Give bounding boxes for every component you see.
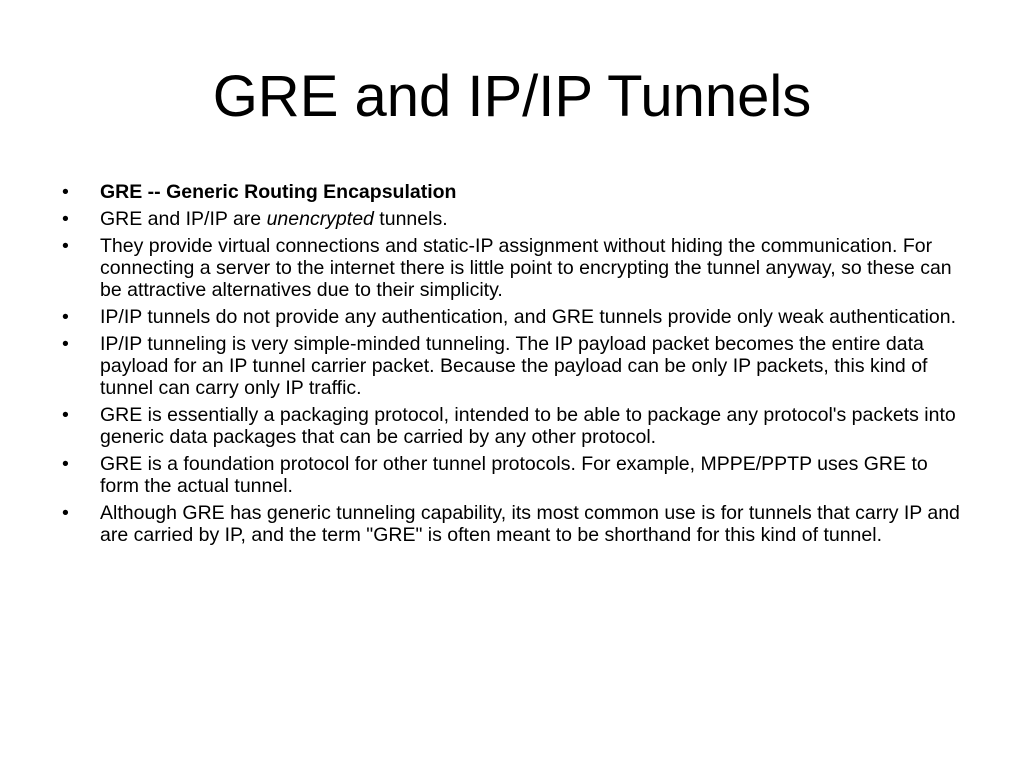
bullet-text: Although GRE has generic tunneling capability, its most common use is for tunnels that carry IP and are carried by IP, and the term "GRE" is often meant to be shorthand for this kind of tunnel. xyxy=(100,502,960,546)
bullet-text-suffix: tunnels. xyxy=(373,208,448,230)
bullet-list xyxy=(62,181,962,551)
bullet-glyph: • xyxy=(62,235,69,257)
bullet-item xyxy=(62,235,962,301)
bullet-glyph: • xyxy=(62,181,69,203)
bullet-text: IP/IP tunneling is very simple-minded tunneling. The IP payload packet becomes the entire data payload for an IP tunnel carrier packet. Because the payload can be only IP packets, this kind of tunnel can carry only IP traffic. xyxy=(100,333,928,399)
bullet-glyph: • xyxy=(62,306,69,328)
bullet-item xyxy=(62,181,962,203)
bullet-text-emphasis: unencrypted xyxy=(266,208,374,230)
bullet-text: GRE is essentially a packaging protocol, intended to be able to package any protocol's packets into generic data packages that can be carried by any other protocol. xyxy=(100,404,956,448)
bullet-glyph: • xyxy=(62,502,69,524)
bullet-text-prefix: GRE and IP/IP are xyxy=(100,208,267,230)
bullet-item xyxy=(62,502,962,546)
bullet-glyph: • xyxy=(62,404,69,426)
bullet-glyph: • xyxy=(62,453,69,475)
bullet-text: IP/IP tunnels do not provide any authentication, and GRE tunnels provide only weak authentication. xyxy=(100,306,957,328)
bullet-text: GRE -- Generic Routing Encapsulation xyxy=(100,181,457,203)
bullet-glyph: • xyxy=(62,333,69,355)
slide-title: GRE and IP/IP Tunnels xyxy=(212,64,812,129)
bullet-item xyxy=(62,333,962,399)
bullet-item xyxy=(62,208,962,230)
bullet-text: They provide virtual connections and static-IP assignment without hiding the communication. For connecting a server to the internet there is little point to encrypting the tunnel anyway, so these can be attractive alternatives due to their simplicity. xyxy=(100,235,952,301)
bullet-item xyxy=(62,453,962,497)
bullet-item xyxy=(62,306,962,328)
bullet-item xyxy=(62,404,962,448)
bullet-text: GRE is a foundation protocol for other tunnel protocols. For example, MPPE/PPTP uses GRE to form the actual tunnel. xyxy=(100,453,928,497)
bullet-glyph: • xyxy=(62,208,69,230)
